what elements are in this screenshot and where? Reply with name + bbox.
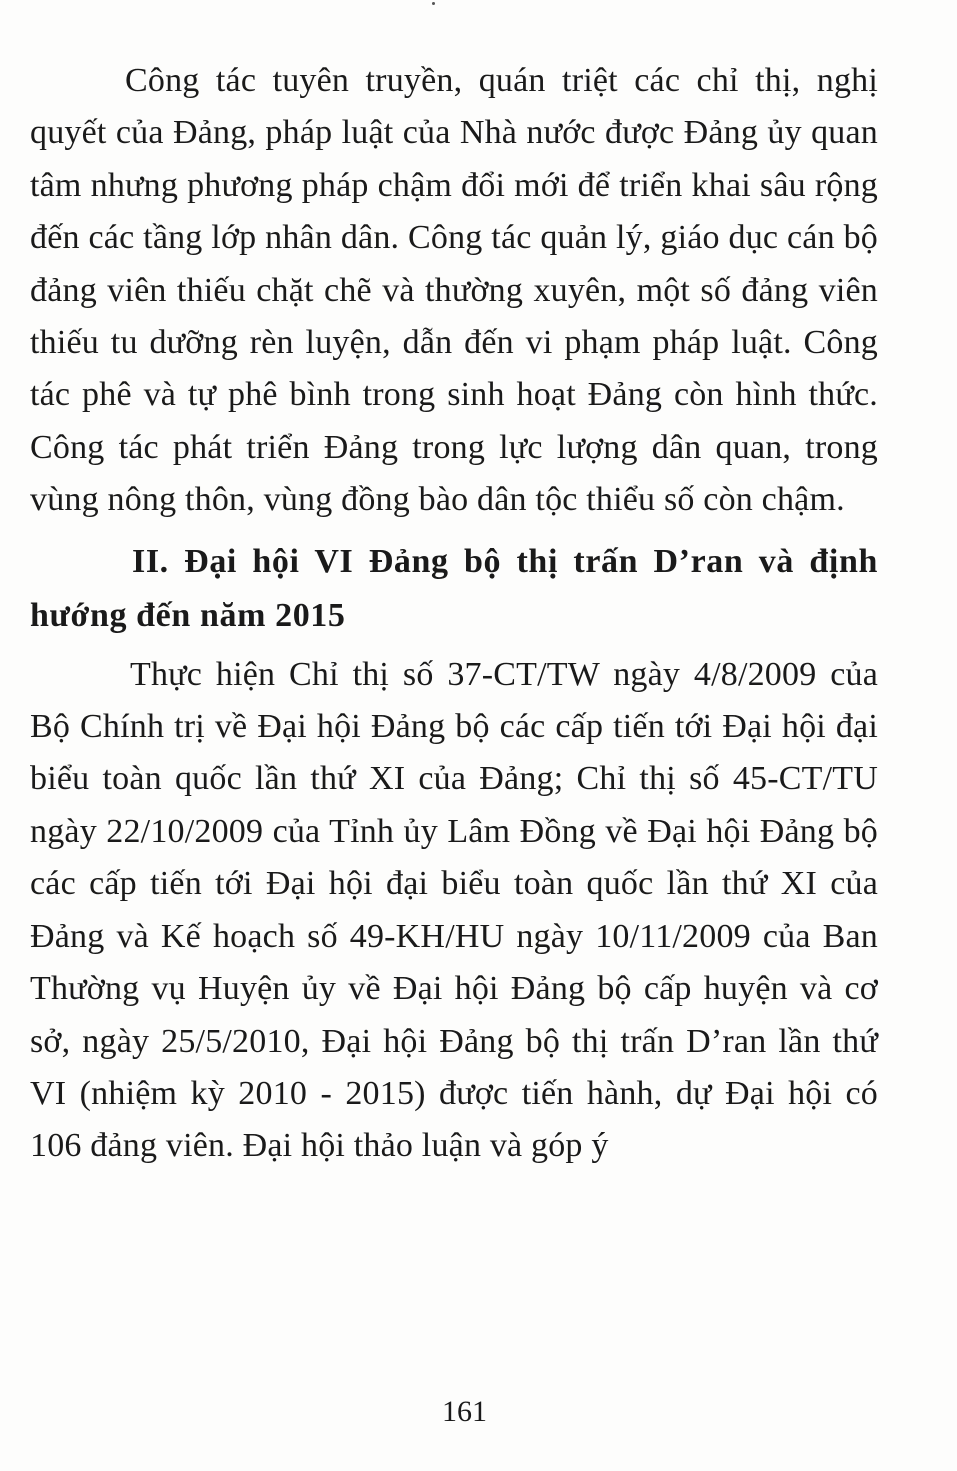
paragraph-propaganda-work: Công tác tuyên truyền, quán triệt các chỉ thị, nghị quyết của Đảng, pháp luật của Nhà nước được Đảng ủy quan tâm nhưng phương pháp chậm đổi mới để triển khai sâu rộng đến các tầng lớp nhân dân. Công tác quản lý, giáo dục cán bộ đảng viên thiếu chặt chẽ và thường xuyên, một số đảng viên thiếu tu dưỡng rèn luyện, dẫn đến vi phạm pháp luật. Công tác phê và tự phê bình trong sinh hoạt Đảng còn hình thức. Công tác phát triển Đảng trong lực lượng dân quan, trong vùng nông thôn, vùng đồng bào dân tộc thiểu số còn chậm. bbox=[30, 62, 878, 519]
scan-speck bbox=[432, 2, 435, 5]
page-body bbox=[30, 55, 878, 1173]
paragraph-congress-vi: Thực hiện Chỉ thị số 37-CT/TW ngày 4/8/2009 của Bộ Chính trị về Đại hội Đảng bộ các cấp tiến tới Đại hội đại biểu toàn quốc lần thứ XI của Đảng; Chỉ thị số 45-CT/TU ngày 22/10/2009 của Tỉnh ủy Lâm Đồng về Đại hội Đảng bộ các cấp tiến tới Đại hội đại biểu toàn quốc lần thứ XI của Đảng và Kế hoạch số 49-KH/HU ngày 10/11/2009 của Ban Thường vụ Huyện ủy về Đại hội Đảng bộ cấp huyện và cơ sở, ngày 25/5/2010, Đại hội Đảng bộ thị trấn D’ran lần thứ VI (nhiệm kỳ 2010 - 2015) được tiến hành, dự Đại hội có 106 đảng viên. Đại hội thảo luận và góp ý bbox=[30, 655, 878, 1165]
page-number: 161 bbox=[442, 1395, 487, 1428]
section-heading: II. Đại hội VI Đảng bộ thị trấn D’ran và định hướng đến năm 2015 bbox=[30, 542, 878, 634]
